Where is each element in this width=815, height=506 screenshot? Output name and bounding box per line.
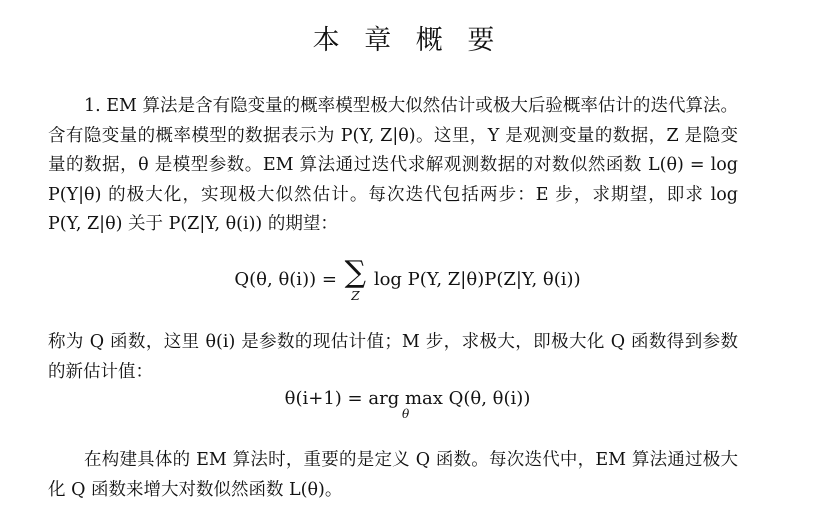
summation-subscript: Z [351,289,360,303]
paragraph-3: 在构建具体的 EM 算法时，重要的是定义 Q 函数。每次迭代中，EM 算法通过极大化 Q 函数来增大对数似然函数 L(θ)。 [48,450,738,500]
q-function-equation [0,255,815,303]
argmax-operator [368,388,443,421]
chapter-summary-title: 本 章 概 要 [312,25,503,56]
summation [344,255,367,303]
equation-1-rhs: log P(Y, Z|θ)P(Z|Y, θ(i)) [373,269,581,290]
equation-1-lhs: Q(θ, θ(i)) = [234,269,337,290]
m-step-equation [0,388,815,421]
paragraph-2: 称为 Q 函数，这里 θ(i) 是参数的现估计值；M 步，求极大，即极大化 Q 函数得到参数的新估计值： [48,332,738,382]
equation-2-lhs: θ(i+1) = [284,388,363,409]
argmax-subscript: θ [402,407,410,421]
summation-symbol: ∑ [344,255,367,290]
paragraph-1: 1. EM 算法是含有隐变量的概率模型极大似然估计或极大后验概率估计的迭代算法。含有隐变量的概率模型的数据表示为 P(Y, Z|θ)。这里，Y 是观测变量的数据，Z 是隐变量的数据，θ 是模型参数。EM 算法通过迭代求解观测数据的对数似然函数 L(θ) = log P(Y|θ) 的极大化，实现极大似然估计。每次迭代包括两步：E 步，求期望，即求 log P(Y, Z|θ) 关于 P(Z|Y, θ(i)) 的期望： [48,96,738,234]
argmax-label: arg max [368,388,443,409]
equation-2-rhs: Q(θ, θ(i)) [448,388,531,409]
